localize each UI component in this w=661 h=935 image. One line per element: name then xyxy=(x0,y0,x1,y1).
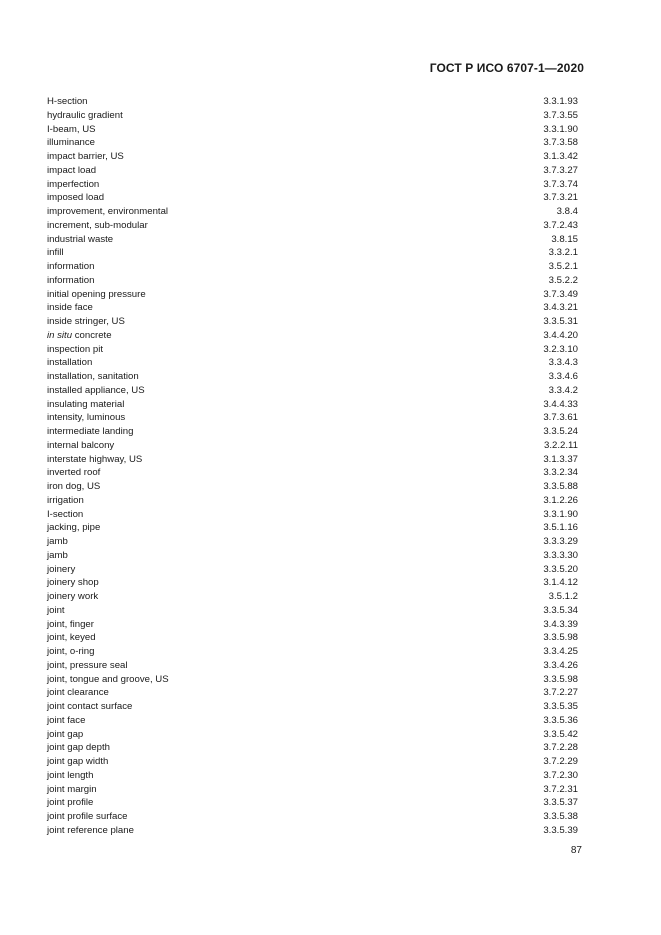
term-index-list xyxy=(47,95,578,838)
index-term-rest: concrete xyxy=(72,329,112,341)
index-entry xyxy=(47,315,578,329)
index-reference: 3.7.3.49 xyxy=(543,288,578,300)
index-entry xyxy=(47,233,578,247)
index-entry xyxy=(47,631,578,645)
index-term: installation xyxy=(47,357,93,369)
index-term: increment, sub-modular xyxy=(47,219,148,231)
index-term: inspection pit xyxy=(47,343,103,355)
index-reference: 3.2.2.11 xyxy=(544,439,578,451)
index-term: joint xyxy=(47,604,65,616)
index-term: I-section xyxy=(47,508,84,520)
index-reference: 3.3.5.39 xyxy=(543,824,578,836)
index-entry xyxy=(47,796,578,810)
index-reference: 3.3.3.29 xyxy=(543,536,578,547)
index-entry xyxy=(47,274,578,288)
index-term: installation, sanitation xyxy=(47,371,139,382)
index-reference: 3.3.5.98 xyxy=(543,632,578,644)
index-term: infill xyxy=(47,247,64,259)
index-term: interstate highway, US xyxy=(47,453,143,465)
index-reference: 3.4.3.39 xyxy=(543,618,578,630)
index-entry xyxy=(47,755,578,769)
index-reference: 3.7.3.74 xyxy=(543,178,578,190)
index-term: intensity, luminous xyxy=(47,412,126,424)
index-term: impact load xyxy=(47,164,97,176)
index-term: insulating material xyxy=(47,398,125,410)
index-reference: 3.4.4.20 xyxy=(543,329,578,341)
index-reference: 3.3.5.98 xyxy=(543,673,578,685)
index-entry xyxy=(47,494,578,508)
index-reference: 3.1.4.12 xyxy=(543,577,578,589)
index-term: jamb xyxy=(47,549,68,561)
index-reference: 3.3.4.6 xyxy=(548,371,578,382)
index-entry xyxy=(47,95,578,109)
index-reference: 3.4.4.33 xyxy=(543,398,578,410)
index-entry xyxy=(47,549,578,563)
index-entry xyxy=(47,728,578,742)
index-entry xyxy=(47,673,578,687)
index-term: illuminance xyxy=(47,137,95,149)
index-entry xyxy=(47,398,578,412)
index-term: impact barrier, US xyxy=(47,151,124,162)
index-term: imperfection xyxy=(47,178,100,190)
index-entry xyxy=(47,343,578,357)
index-reference: 3.3.5.38 xyxy=(543,811,578,822)
index-entry xyxy=(47,783,578,797)
index-reference: 3.7.2.27 xyxy=(543,687,578,699)
index-term: joint length xyxy=(47,769,94,781)
index-reference: 3.3.4.3 xyxy=(548,357,578,369)
index-term: joinery shop xyxy=(47,577,99,589)
index-entry xyxy=(47,810,578,824)
index-term: jamb xyxy=(47,536,68,547)
index-entry xyxy=(47,535,578,549)
index-reference: 3.5.1.2 xyxy=(548,591,578,602)
index-term: joint clearance xyxy=(47,687,109,699)
index-entry xyxy=(47,769,578,783)
index-entry xyxy=(47,824,578,838)
index-entry xyxy=(47,508,578,522)
index-reference: 3.3.4.26 xyxy=(543,659,578,671)
index-reference: 3.4.3.21 xyxy=(543,302,578,314)
index-term: joint, tongue and groove, US xyxy=(47,673,169,685)
index-term: initial opening pressure xyxy=(47,288,146,300)
index-reference: 3.7.3.21 xyxy=(543,192,578,204)
index-reference: 3.3.5.88 xyxy=(543,481,578,492)
index-entry xyxy=(47,480,578,494)
index-reference: 3.8.15 xyxy=(551,233,578,245)
index-reference: 3.7.2.30 xyxy=(543,769,578,781)
index-entry xyxy=(47,521,578,535)
index-reference: 3.3.5.37 xyxy=(543,797,578,809)
index-term: iron dog, US xyxy=(47,481,101,492)
index-term: joint profile xyxy=(47,797,94,809)
index-term: hydraulic gradient xyxy=(47,109,123,121)
index-term: joint margin xyxy=(47,783,97,795)
index-entry xyxy=(47,246,578,260)
index-term: joint profile surface xyxy=(47,811,128,822)
index-reference: 3.3.4.2 xyxy=(548,384,578,396)
index-reference: 3.7.2.29 xyxy=(543,756,578,767)
index-term: joint contact surface xyxy=(47,701,133,712)
index-entry xyxy=(47,453,578,467)
index-reference: 3.3.5.31 xyxy=(543,316,578,327)
index-term: joint, o-ring xyxy=(47,646,95,657)
index-term: joinery xyxy=(47,563,76,575)
index-reference: 3.3.1.90 xyxy=(543,123,578,135)
index-term: joint gap width xyxy=(47,756,109,767)
index-entry xyxy=(47,329,578,343)
index-reference: 3.5.1.16 xyxy=(543,522,578,534)
index-term: improvement, environmental xyxy=(47,206,169,217)
index-entry xyxy=(47,466,578,480)
index-term: joint gap depth xyxy=(47,742,110,754)
index-reference: 3.3.3.30 xyxy=(543,549,578,561)
index-term: information xyxy=(47,274,95,286)
index-term: H-section xyxy=(47,96,88,107)
index-entry xyxy=(47,686,578,700)
index-entry xyxy=(47,260,578,274)
index-term: industrial waste xyxy=(47,233,114,245)
index-reference: 3.1.3.42 xyxy=(543,151,578,162)
document-code-header: ГОСТ Р ИСО 6707-1—2020 xyxy=(429,61,584,75)
index-reference: 3.7.3.55 xyxy=(543,109,578,121)
index-reference: 3.1.2.26 xyxy=(543,494,578,506)
index-entry xyxy=(47,645,578,659)
index-reference: 3.3.2.1 xyxy=(548,247,578,259)
index-reference: 3.2.3.10 xyxy=(543,343,578,355)
index-entry xyxy=(47,150,578,164)
index-term: joint, finger xyxy=(47,618,94,630)
index-term: intermediate landing xyxy=(47,426,134,437)
index-entry xyxy=(47,411,578,425)
index-entry xyxy=(47,109,578,123)
index-entry xyxy=(47,123,578,137)
index-entry xyxy=(47,219,578,233)
index-entry xyxy=(47,288,578,302)
index-reference: 3.1.3.37 xyxy=(543,453,578,465)
index-reference: 3.3.5.36 xyxy=(543,714,578,726)
index-entry xyxy=(47,191,578,205)
index-entry xyxy=(47,301,578,315)
index-reference: 3.3.5.35 xyxy=(543,701,578,712)
index-entry xyxy=(47,590,578,604)
index-reference: 3.7.3.61 xyxy=(543,412,578,424)
index-entry xyxy=(47,700,578,714)
index-term: inside face xyxy=(47,302,93,314)
index-reference: 3.7.2.31 xyxy=(543,783,578,795)
index-entry xyxy=(47,659,578,673)
index-reference: 3.7.2.43 xyxy=(543,219,578,231)
index-term-italic: in situ xyxy=(47,329,73,341)
index-term: joint face xyxy=(47,714,86,726)
index-entry xyxy=(47,604,578,618)
index-reference: 3.3.5.42 xyxy=(543,728,578,740)
index-entry xyxy=(47,164,578,178)
index-entry xyxy=(47,618,578,632)
index-entry xyxy=(47,370,578,384)
index-reference: 3.3.5.20 xyxy=(543,563,578,575)
index-term: joint, keyed xyxy=(47,632,96,644)
index-entry xyxy=(47,741,578,755)
index-term: joint, pressure seal xyxy=(47,659,128,671)
index-reference: 3.7.3.27 xyxy=(543,164,578,176)
index-term: internal balcony xyxy=(47,439,115,451)
index-entry xyxy=(47,439,578,453)
index-reference: 3.3.5.24 xyxy=(543,426,578,437)
index-term: I-beam, US xyxy=(47,123,96,135)
index-term: inverted roof xyxy=(47,467,101,479)
index-term: information xyxy=(47,261,95,272)
index-entry xyxy=(47,384,578,398)
index-reference: 3.8.4 xyxy=(556,206,578,217)
index-term: joinery work xyxy=(47,591,99,602)
index-entry xyxy=(47,563,578,577)
index-reference: 3.3.1.90 xyxy=(543,508,578,520)
index-entry xyxy=(47,714,578,728)
index-reference: 3.3.5.34 xyxy=(543,604,578,616)
index-entry xyxy=(47,136,578,150)
index-entry xyxy=(47,205,578,219)
index-term: installed appliance, US xyxy=(47,384,145,396)
index-term: inside stringer, US xyxy=(47,316,125,327)
index-entry xyxy=(47,356,578,370)
index-reference: 3.7.3.58 xyxy=(543,137,578,149)
page-number: 87 xyxy=(570,845,582,856)
index-term: jacking, pipe xyxy=(47,522,101,534)
index-term: joint reference plane xyxy=(47,824,134,836)
index-term: irrigation xyxy=(47,494,84,506)
index-entry xyxy=(47,425,578,439)
index-term xyxy=(47,329,112,343)
index-entry xyxy=(47,576,578,590)
index-term: imposed load xyxy=(47,192,105,204)
index-reference: 3.3.1.93 xyxy=(543,96,578,107)
index-reference: 3.3.4.25 xyxy=(543,646,578,657)
index-reference: 3.3.2.34 xyxy=(543,467,578,479)
index-reference: 3.5.2.1 xyxy=(548,261,578,272)
index-reference: 3.7.2.28 xyxy=(543,742,578,754)
index-term: joint gap xyxy=(47,728,84,740)
index-reference: 3.5.2.2 xyxy=(548,274,578,286)
index-entry xyxy=(47,178,578,192)
